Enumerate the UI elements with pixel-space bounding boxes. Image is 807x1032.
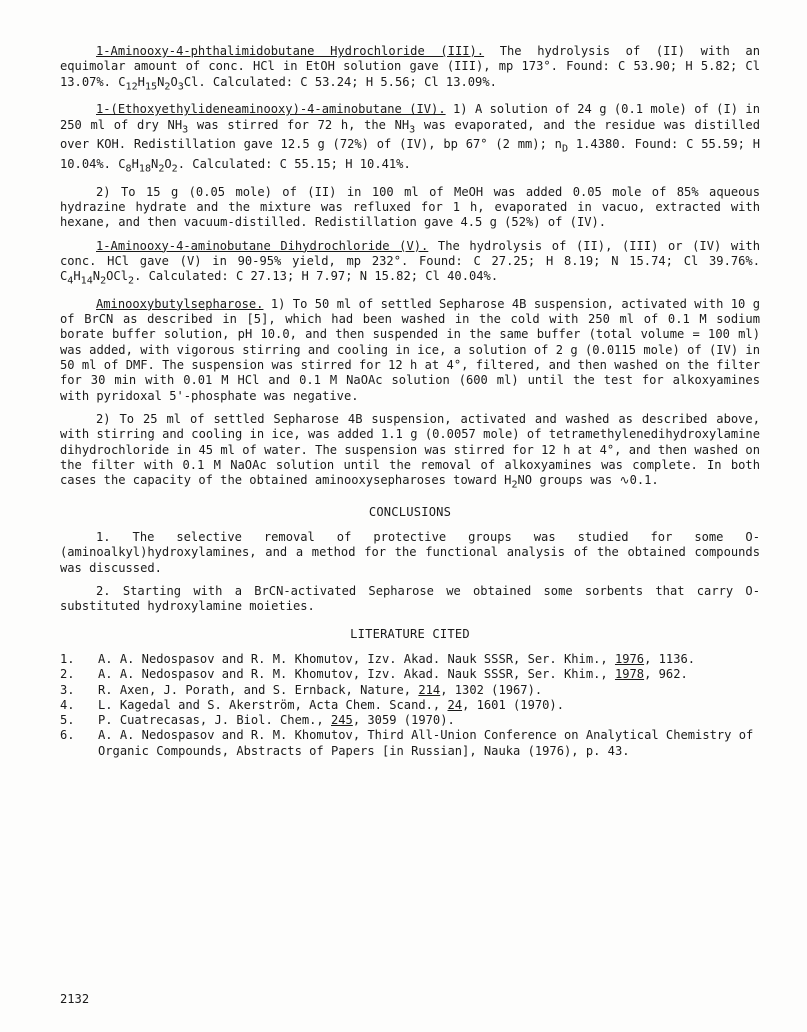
page-number: 2132 [60,992,90,1006]
conclusion-item: 1. The selective removal of protective groups was studied for some O-(aminoalkyl)hydroxylamines, and a method for the functional analysis of the obtained compounds was discussed. [60,530,760,575]
compound-v-title: 1-Aminooxy-4-aminobutane Dihydrochloride (V). [96,238,429,253]
sepharose-title: Aminooxybutylsepharose. [96,296,264,311]
reference-item: 5. P. Cuatrecasas, J. Biol. Chem., 245, 3059 (1970). [60,713,455,728]
conclusion-item: 2. Starting with a BrCN-activated Sepharose we obtained some sorbents that carry O-substituted hydroxylamine moieties. [60,584,760,614]
reference-item: 4. L. Kagedal and S. Akerström, Acta Chem. Scand., 24, 1601 (1970). [60,697,564,712]
paragraph-compound-iv-method2: 2) To 15 g (0.05 mole) of (II) in 100 ml of MeOH was added 0.05 mole of 85% aqueous hydrazine hydrate and the mixture was refluxed for 1 h, evaporated in vacuo, extracted with hexane, and then vacuum-distilled. Redistillation gave 4.5 g (52%) of (IV). [60,184,760,230]
reference-item: 6. A. A. Nedospasov and R. M. Khomutov, Third All-Union Conference on Analytical Chemistry of Organic Compounds, Abstracts of Papers [in Russian], Nauka (1976), p. 43. [60,728,754,758]
conclusions-heading: CONCLUSIONS [368,504,452,519]
compound-iv-title: 1-(Ethoxyethylideneaminooxy)-4-aminobutane (IV). [96,102,446,117]
page-body [60,44,760,759]
paragraph-sepharose: Aminooxybutylsepharose. 1) To 50 ml of settled Sepharose 4B suspension, activated with 10 g of BrCN as described in [5], which had been washed in the cold with 250 ml of 0.1 M sodium borate buffer solution, pH 10.0, and then suspended in the same buffer (total volume = 100 ml) was added, with vigorous stirring and cooling in ice, a solution of 2 g (0.0115 mole) of (IV) in 50 ml of DMF. The suspension was stirred for 12 h at 4°, filtered, and then washed on the filter for 30 min with 0.01 M HCl and 0.1 M NaOAc solution (600 ml) until the test for alkoxyamines with pyridoxal 5'-phosphate was negative. [60,296,760,403]
reference-item: 3. R. Axen, J. Porath, and S. Ernback, Nature, 214, 1302 (1967). [60,682,543,697]
literature-heading: LITERATURE CITED [350,626,470,641]
paragraph-compound-v: 1-Aminooxy-4-aminobutane Dihydrochloride (V). The hydrolysis of (II), (III) or (IV) with conc. HCl gave (V) in 90-95% yield, mp 232°. Found: C 27.25; H 8.19; N 15.74; Cl 39.76%. $C_4H_{14}N_2OCl_2$. Calculated: C 27.13; H 7.97; N 15.82; Cl 40.04%. [60,238,760,287]
paragraph-compound-iv: 1-(Ethoxyethylideneaminooxy)-4-aminobutane (IV). 1) A solution of 24 g (0.1 mole) of (I) in 250 ml of dry $NH_3$ was stirred for 72 h, the $NH_3$ was evaporated, and the residue was distilled over KOH. Redistillation gave 12.5 g (72%) of (IV), bp 67° (2 mm); $n_D$ 1.4380. Found: C 55.59; H 10.04%. $C_8H_{18}N_2O_2$. Calculated: C 55.15; H 10.41%. [60,102,760,175]
reference-list [60,652,760,759]
paragraph-compound-iii: 1-Aminooxy-4-phthalimidobutane Hydrochloride (III). The hydrolysis of (II) with an equimolar amount of conc. HCl in EtOH solution gave (III), mp 173°. Found: C 53.90; H 5.82; Cl 13.07%. $C_{12}H_{15}N_2O_3Cl$. Calculated: C 53.24; H 5.56; Cl 13.09%. [60,44,760,92]
paragraph-sepharose-method2: 2) To 25 ml of settled Sepharose 4B suspension, activated and washed as described above, with stirring and cooling in ice, was added 1.1 g (0.0057 mole) of tetramethylenedihydroxylamine dihydrochloride in 45 ml of water. The suspension was stirred for 12 h at 4°, and then washed on the filter with 0.1 M NaOAc solution until the removal of alkoxyamines was complete. In both cases the capacity of the obtained aminooxysepharoses toward $H_2NO$ groups was ∿0.1. [60,411,760,491]
compound-iii-title: 1-Aminooxy-4-phthalimidobutane Hydrochloride (III). [96,44,485,58]
reference-item: 2. A. A. Nedospasov and R. M. Khomutov, Izv. Akad. Nauk SSSR, Ser. Khim., 1978, 962. [60,667,688,682]
reference-item: 1. A. A. Nedospasov and R. M. Khomutov, Izv. Akad. Nauk SSSR, Ser. Khim., 1976, 1136. [60,651,696,666]
